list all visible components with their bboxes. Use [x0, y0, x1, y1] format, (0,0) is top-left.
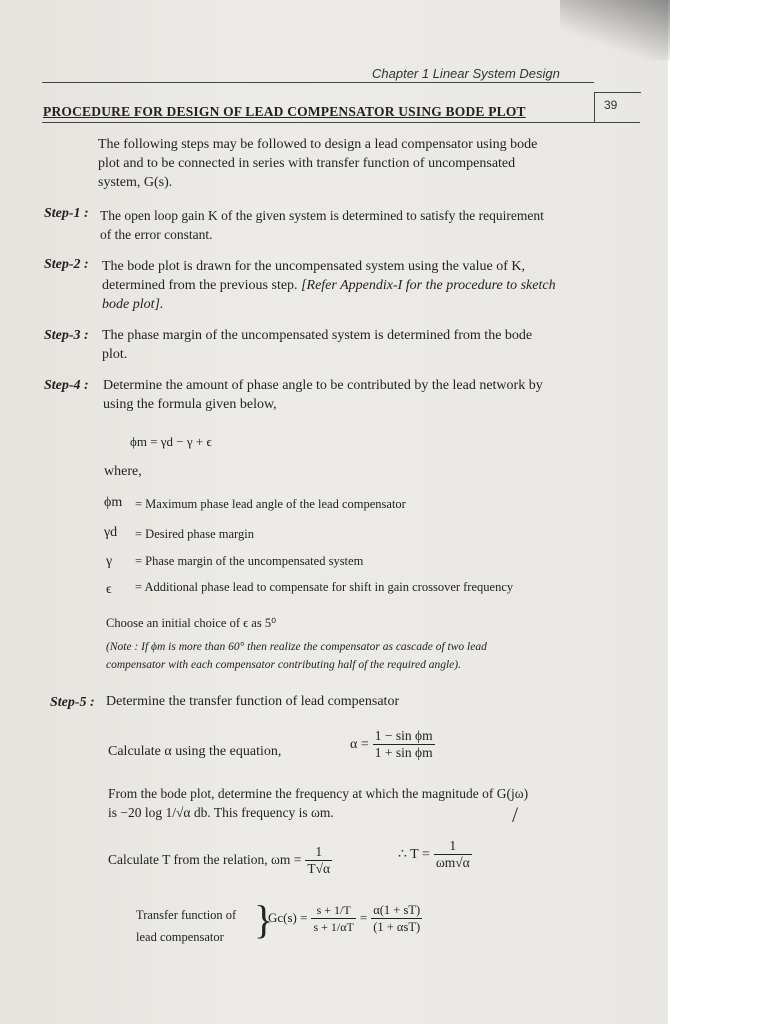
transfer-lhs: Gc(s) =	[268, 910, 308, 926]
step-3-text	[102, 326, 532, 364]
transfer-den-1: s + 1/αT	[313, 920, 354, 934]
intro-line: plot and to be connected in series with transfer function of uncompensated	[98, 156, 516, 171]
transfer-num-1: s + 1/T	[311, 902, 355, 919]
t-fraction-1	[305, 844, 332, 877]
t-relation-label: Calculate T from the relation, ωm =	[108, 852, 302, 868]
transfer-label-line: lead compensator	[136, 930, 224, 944]
step-2-line	[102, 276, 556, 295]
step-3-label: Step-3 :	[44, 328, 89, 343]
transfer-equation	[268, 902, 422, 935]
def-symbol: ϕm	[104, 495, 123, 510]
note	[106, 638, 487, 674]
t-result	[398, 838, 472, 871]
t-therefore: ∴ T =	[398, 847, 430, 863]
step-2-reference: [Refer Appendix-I for the procedure to sketch	[301, 278, 556, 293]
step-4-text	[103, 376, 543, 414]
page-shadow	[560, 0, 670, 60]
brace-icon: }	[254, 897, 274, 942]
page-number-box	[594, 92, 641, 123]
transfer-label-line: Transfer function of	[136, 908, 237, 922]
step-2-line: The bode plot is drawn for the uncompensated system using the value of K,	[102, 259, 526, 274]
def-text: = Phase margin of the uncompensated system	[135, 554, 364, 568]
def-symbol: γ	[106, 554, 113, 569]
chapter-header: Chapter 1 Linear System Design	[372, 66, 560, 81]
step-1-line: of the error constant.	[100, 227, 213, 242]
step-3-line: plot.	[102, 347, 128, 362]
bode-line: is −20 log 1/√α db. This frequency is ωm.	[108, 805, 334, 820]
def-text: = Additional phase lead to compensate for shift in gain crossover frequency	[135, 580, 514, 594]
step-2-text	[102, 257, 556, 314]
t-num-1: 1	[305, 844, 332, 861]
def-text: = Desired phase margin	[135, 527, 254, 541]
page-number: 39	[604, 98, 618, 112]
alpha-numerator: 1 − sin ϕm	[374, 728, 433, 743]
step-1-text	[100, 206, 544, 244]
intro-line: system, G(s).	[98, 175, 173, 190]
transfer-fraction-1	[311, 902, 355, 935]
t-fraction-2	[434, 838, 472, 871]
bode-line: From the bode plot, determine the frequency at which the magnitude of G(jω)	[108, 786, 529, 801]
alpha-lhs: α =	[350, 737, 369, 753]
section-title: PROCEDURE FOR DESIGN OF LEAD COMPENSATOR USING BODE PLOT	[43, 104, 526, 119]
transfer-den-2: (1 + αsT)	[373, 920, 421, 934]
transfer-num-2: α(1 + sT)	[373, 903, 421, 917]
step-2-line: bode plot].	[102, 297, 164, 312]
alpha-equation	[350, 728, 435, 761]
step-2-label: Step-2 :	[44, 257, 89, 272]
t-relation	[108, 844, 332, 877]
alpha-fraction	[373, 728, 435, 761]
alpha-denominator: 1 + sin ϕm	[374, 745, 433, 760]
intro-line: The following steps may be followed to design a lead compensator using bode	[98, 137, 538, 152]
t-den-2: ωm√α	[435, 855, 470, 870]
note-line: (Note : If ϕm is more than 60° then realize the compensator as cascade of two lead	[106, 641, 487, 653]
intro-paragraph	[98, 135, 537, 192]
header-rule	[42, 82, 594, 83]
transfer-fraction-2	[371, 902, 422, 935]
note-line: compensator with each compensator contributing half of the required angle).	[106, 659, 461, 671]
bode-paragraph	[108, 784, 528, 822]
def-text: = Maximum phase lead angle of the lead compensator	[135, 497, 406, 511]
initial-choice: Choose an initial choice of ϵ as 5⁰	[106, 616, 277, 630]
def-symbol: ϵ	[106, 582, 112, 597]
step-4-label: Step-4 :	[44, 378, 89, 393]
step-4-line: using the formula given below,	[103, 397, 277, 412]
where-label: where,	[104, 464, 142, 479]
step-5-label: Step-5 :	[50, 695, 95, 710]
title-rule	[42, 122, 640, 123]
phase-formula: ϕm = γd − γ + ϵ	[130, 434, 212, 449]
step-5-text: Determine the transfer function of lead compensator	[106, 694, 400, 709]
transfer-label	[136, 904, 236, 948]
transfer-equals: =	[359, 910, 368, 926]
pen-mark: /	[512, 802, 519, 827]
t-den-1: T√α	[307, 861, 331, 876]
alpha-label: Calculate α using the equation,	[108, 744, 282, 759]
step-2-line-part: determined from the previous step.	[102, 278, 302, 293]
step-1-label: Step-1 :	[44, 206, 89, 221]
step-4-line: Determine the amount of phase angle to be contributed by the lead network by	[103, 378, 543, 393]
def-symbol: γd	[104, 525, 118, 540]
step-3-line: The phase margin of the uncompensated system is determined from the bode	[102, 328, 533, 343]
step-1-line: The open loop gain K of the given system is determined to satisfy the requirement	[100, 208, 544, 223]
t-num-2: 1	[434, 838, 472, 855]
